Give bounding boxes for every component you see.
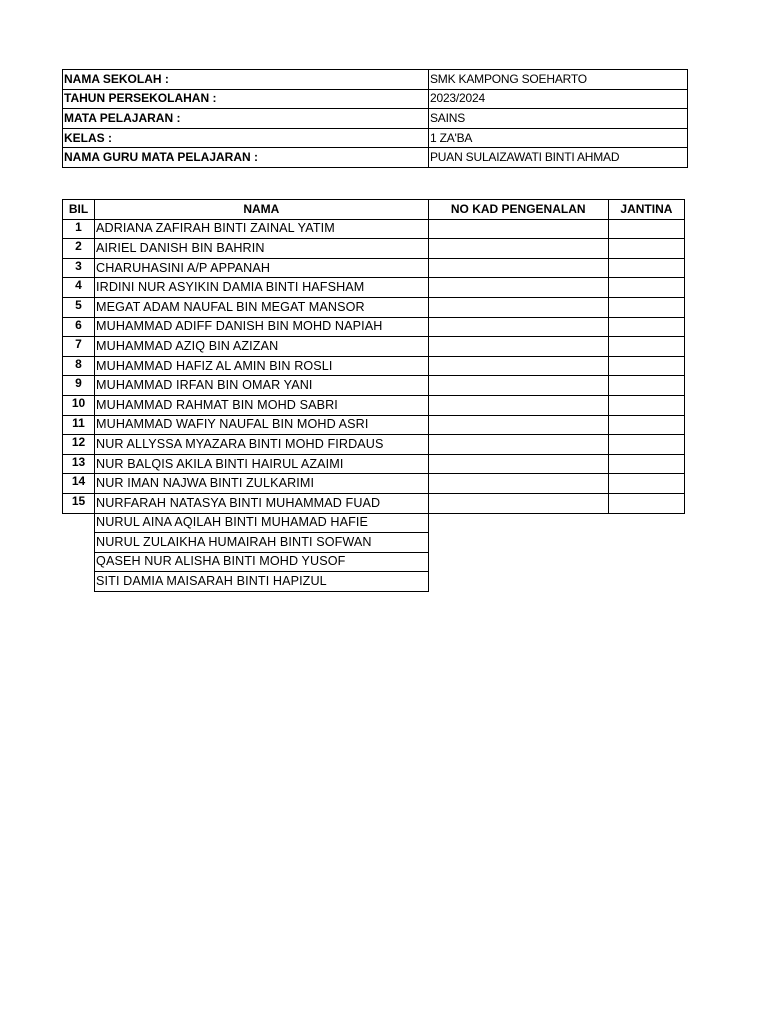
student-bil-empty [63,552,95,572]
student-nama: CHARUHASINI A/P APPANAH [95,258,429,278]
student-bil-empty [63,533,95,553]
student-ic [428,435,608,455]
student-nama: NURUL ZULAIKHA HUMAIRAH BINTI SOFWAN [95,533,429,553]
student-row [63,395,685,415]
student-row [63,356,685,376]
student-jantina [608,278,684,298]
header-nama: NAMA [95,200,429,220]
student-nama: NURUL AINA AQILAH BINTI MUHAMAD HAFIE [95,513,429,533]
student-jantina [608,258,684,278]
student-row [63,415,685,435]
student-row-extra [63,533,685,553]
student-bil-empty [63,572,95,592]
student-jantina [608,454,684,474]
student-table-body [63,219,685,591]
info-value: SMK KAMPONG SOEHARTO [429,70,688,90]
student-nama: SITI DAMIA MAISARAH BINTI HAPIZUL [95,572,429,592]
student-row [63,317,685,337]
student-ic [428,219,608,239]
student-bil: 9 [63,376,95,396]
student-bil: 5 [63,297,95,317]
student-nama: MUHAMMAD HAFIZ AL AMIN BIN ROSLI [95,356,429,376]
info-label: NAMA SEKOLAH : [63,70,429,90]
student-row [63,474,685,494]
info-row [63,109,688,129]
student-ic-empty [428,552,608,572]
header-row [63,200,685,220]
student-nama: NUR IMAN NAJWA BINTI ZULKARIMI [95,474,429,494]
student-nama: IRDINI NUR ASYIKIN DAMIA BINTI HAFSHAM [95,278,429,298]
info-row [63,70,688,90]
info-row [63,89,688,109]
header-ic: NO KAD PENGENALAN [428,200,608,220]
info-value: 2023/2024 [429,89,688,109]
student-ic [428,337,608,357]
student-jantina [608,376,684,396]
school-info-body [63,70,688,168]
student-ic [428,278,608,298]
student-jantina [608,337,684,357]
student-bil: 7 [63,337,95,357]
student-ic [428,258,608,278]
student-ic [428,356,608,376]
student-jantina [608,317,684,337]
info-label: TAHUN PERSEKOLAHAN : [63,89,429,109]
student-ic [428,239,608,259]
student-nama: MUHAMMAD IRFAN BIN OMAR YANI [95,376,429,396]
student-ic [428,415,608,435]
student-bil: 15 [63,493,95,513]
student-jantina [608,219,684,239]
student-nama: QASEH NUR ALISHA BINTI MOHD YUSOF [95,552,429,572]
header-bil: BIL [63,200,95,220]
student-ic [428,454,608,474]
student-jantina-empty [608,533,684,553]
info-value: SAINS [429,109,688,129]
student-bil: 2 [63,239,95,259]
student-jantina [608,239,684,259]
student-row [63,435,685,455]
student-ic [428,474,608,494]
student-nama: MUHAMMAD WAFIY NAUFAL BIN MOHD ASRI [95,415,429,435]
student-row-extra [63,572,685,592]
student-bil: 6 [63,317,95,337]
info-label: MATA PELAJARAN : [63,109,429,129]
student-nama: MEGAT ADAM NAUFAL BIN MEGAT MANSOR [95,297,429,317]
student-row [63,258,685,278]
student-ic [428,395,608,415]
info-label: NAMA GURU MATA PELAJARAN : [63,148,429,168]
student-table-header [63,200,685,220]
student-bil: 1 [63,219,95,239]
student-ic [428,376,608,396]
student-jantina-empty [608,513,684,533]
student-bil: 10 [63,395,95,415]
student-ic-empty [428,572,608,592]
student-list-table [62,199,685,592]
school-info-table [62,69,688,168]
student-bil: 11 [63,415,95,435]
student-bil: 8 [63,356,95,376]
student-jantina [608,297,684,317]
student-row [63,219,685,239]
student-row-extra [63,552,685,572]
student-bil: 4 [63,278,95,298]
student-jantina-empty [608,572,684,592]
student-jantina [608,493,684,513]
student-row [63,297,685,317]
student-row-extra [63,513,685,533]
student-nama: NUR ALLYSSA MYAZARA BINTI MOHD FIRDAUS [95,435,429,455]
student-ic-empty [428,513,608,533]
student-jantina [608,395,684,415]
info-value: 1 ZA'BA [429,128,688,148]
info-value: PUAN SULAIZAWATI BINTI AHMAD [429,148,688,168]
student-row [63,337,685,357]
student-row [63,239,685,259]
header-jantina: JANTINA [608,200,684,220]
student-ic [428,297,608,317]
student-row [63,376,685,396]
student-nama: MUHAMMAD RAHMAT BIN MOHD SABRI [95,395,429,415]
info-row [63,128,688,148]
student-row [63,493,685,513]
student-row [63,278,685,298]
student-jantina [608,474,684,494]
student-ic [428,317,608,337]
student-bil: 13 [63,454,95,474]
student-nama: MUHAMMAD ADIFF DANISH BIN MOHD NAPIAH [95,317,429,337]
student-jantina [608,435,684,455]
student-bil-empty [63,513,95,533]
student-jantina [608,415,684,435]
student-ic-empty [428,533,608,553]
student-bil: 12 [63,435,95,455]
student-nama: ADRIANA ZAFIRAH BINTI ZAINAL YATIM [95,219,429,239]
student-nama: NUR BALQIS AKILA BINTI HAIRUL AZAIMI [95,454,429,474]
student-ic [428,493,608,513]
student-jantina-empty [608,552,684,572]
student-nama: NURFARAH NATASYA BINTI MUHAMMAD FUAD [95,493,429,513]
student-jantina [608,356,684,376]
student-nama: MUHAMMAD AZIQ BIN AZIZAN [95,337,429,357]
student-row [63,454,685,474]
student-bil: 14 [63,474,95,494]
info-row [63,148,688,168]
student-nama: AIRIEL DANISH BIN BAHRIN [95,239,429,259]
student-bil: 3 [63,258,95,278]
info-label: KELAS : [63,128,429,148]
